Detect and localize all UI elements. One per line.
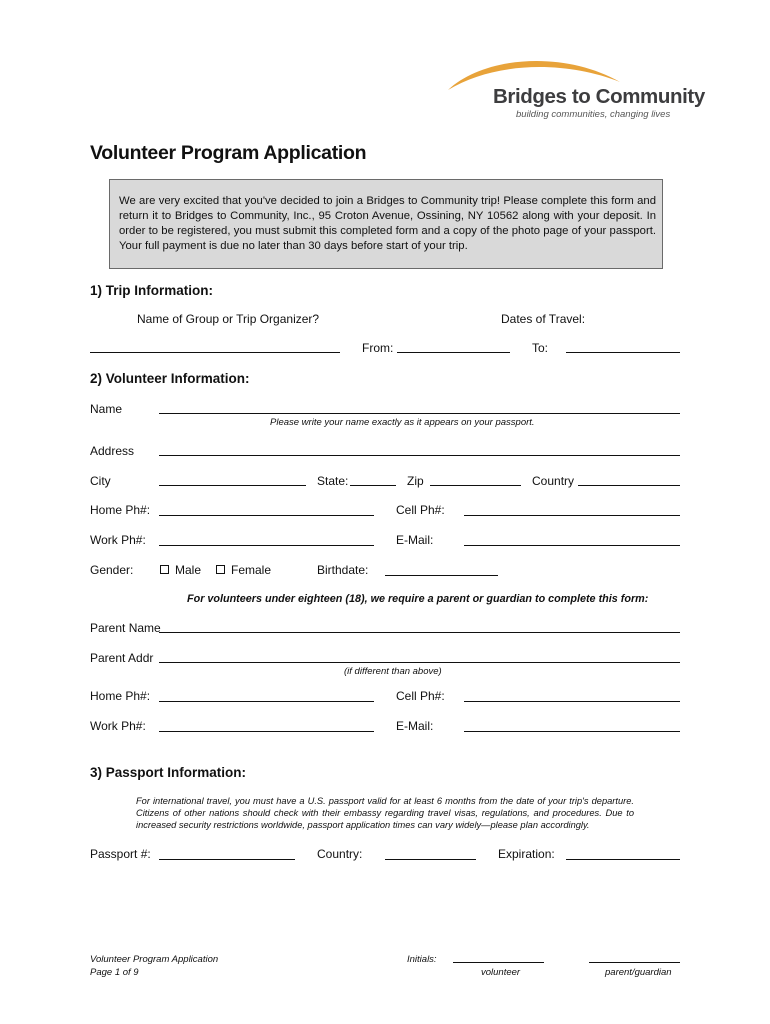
parent-work-phone-label: Work Ph#: [90, 719, 146, 733]
passport-label: Passport #: [90, 847, 151, 861]
intro-text: We are very excited that you've decided to join a Bridges to Community trip! Please complete this form and return it to Bridges to Community, Inc., 95 Croton Avenue, Ossining, NY 10562 along with your deposit. In order to be registered, you must submit this completed form and a copy of the photo page of your passport. Your full payment is due no later than 30 days before start of your trip. [119, 195, 656, 252]
country-label: Country [532, 474, 575, 488]
gender-label: Gender: [90, 563, 134, 577]
passport-note: For international travel, you must have a U.S. passport valid for at least 6 months from the date of your trip's departure. Citizens of other nations should check with their embassy regarding travel visas, regulations, and procedures. Due to increased security restrictions worldwide, passport application times can vary widely—please plan accordingly. [136, 796, 634, 830]
city-field[interactable] [159, 485, 306, 486]
group-field[interactable] [90, 352, 340, 353]
name-note: Please write your name exactly as it appears on your passport. [270, 417, 535, 428]
country-field[interactable] [578, 485, 680, 486]
male-option[interactable] [160, 563, 201, 577]
guardian-initials-label: parent/guardian [605, 967, 672, 978]
volunteer-heading: 2) Volunteer Information: [90, 371, 250, 386]
passport-country-field[interactable] [385, 859, 476, 860]
cell-phone-field[interactable] [464, 515, 680, 516]
footer-doc-name: Volunteer Program Application [90, 954, 219, 965]
female-checkbox-icon[interactable] [216, 565, 225, 574]
birthdate-field[interactable] [385, 575, 498, 576]
group-label: Name of Group or Trip Organizer? [137, 312, 320, 326]
state-field[interactable] [350, 485, 396, 486]
trip-heading: 1) Trip Information: [90, 283, 213, 298]
home-phone-label: Home Ph#: [90, 503, 151, 517]
from-field[interactable] [397, 352, 510, 353]
parent-cell-phone-field[interactable] [464, 701, 680, 702]
expiration-field[interactable] [566, 859, 680, 860]
dates-label: Dates of Travel: [501, 312, 586, 326]
to-label: To: [532, 341, 549, 355]
home-phone-field[interactable] [159, 515, 374, 516]
address-label: Address [90, 444, 135, 458]
footer-page: Page 1 of 9 [90, 967, 139, 978]
intro-box [109, 179, 663, 269]
name-field[interactable] [159, 413, 680, 414]
address-field[interactable] [159, 455, 680, 456]
male-checkbox-icon[interactable] [160, 565, 169, 574]
zip-label: Zip [407, 474, 424, 488]
female-label: Female [231, 563, 272, 577]
passport-heading: 3) Passport Information: [90, 765, 247, 780]
guardian-notice: For volunteers under eighteen (18), we require a parent or guardian to complete this form: [187, 593, 649, 605]
work-phone-label: Work Ph#: [90, 533, 146, 547]
name-label: Name [90, 402, 123, 416]
addr-note: (if different than above) [344, 666, 442, 677]
from-label: From: [362, 341, 394, 355]
birthdate-label: Birthdate: [317, 563, 369, 577]
passport-field[interactable] [159, 859, 295, 860]
to-field[interactable] [566, 352, 680, 353]
parent-addr-field[interactable] [159, 662, 680, 663]
email-field[interactable] [464, 545, 680, 546]
parent-home-phone-label: Home Ph#: [90, 689, 151, 703]
parent-name-label: Parent Name [90, 621, 161, 635]
guardian-initials-field[interactable] [589, 962, 680, 963]
parent-work-phone-field[interactable] [159, 731, 374, 732]
logo-tagline: building communities, changing lives [516, 109, 671, 120]
parent-name-field[interactable] [159, 632, 680, 633]
male-label: Male [175, 563, 202, 577]
parent-email-field[interactable] [464, 731, 680, 732]
state-label: State: [317, 474, 349, 488]
email-label: E-Mail: [396, 533, 434, 547]
initials-label: Initials: [407, 954, 437, 965]
parent-addr-label: Parent Addr [90, 651, 154, 665]
city-label: City [90, 474, 111, 488]
female-option[interactable] [216, 563, 271, 577]
volunteer-initials-field[interactable] [453, 962, 544, 963]
parent-email-label: E-Mail: [396, 719, 434, 733]
parent-cell-phone-label: Cell Ph#: [396, 689, 445, 703]
logo-brand: Bridges to Community [493, 85, 705, 108]
expiration-label: Expiration: [498, 847, 555, 861]
work-phone-field[interactable] [159, 545, 374, 546]
volunteer-initials-label: volunteer [481, 967, 521, 978]
passport-country-label: Country: [317, 847, 363, 861]
zip-field[interactable] [430, 485, 521, 486]
page-title: Volunteer Program Application [90, 142, 367, 164]
parent-home-phone-field[interactable] [159, 701, 374, 702]
cell-phone-label: Cell Ph#: [396, 503, 445, 517]
